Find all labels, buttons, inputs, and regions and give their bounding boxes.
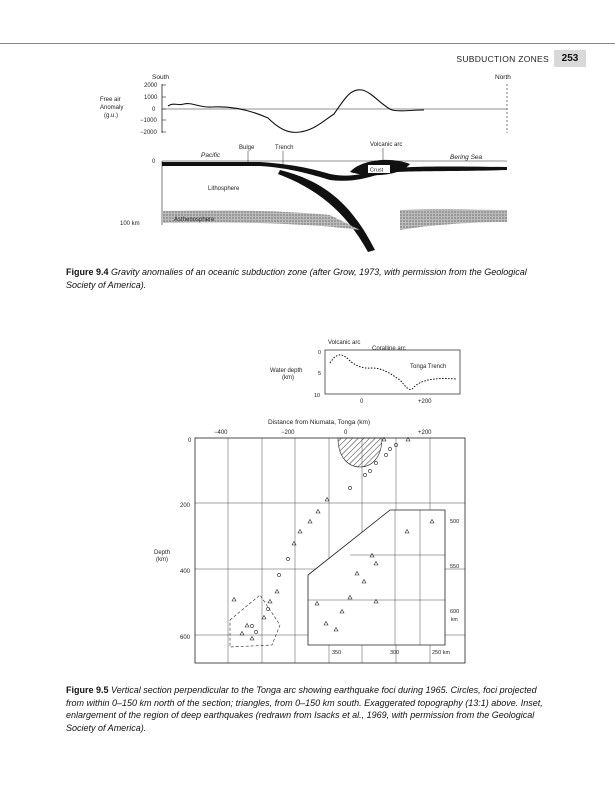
caption-label-9-4: Figure 9.4 [66,267,109,277]
label-tonga-trench: Tonga Trench [410,364,447,370]
label-pacific: Pacific [201,152,221,159]
figure-9-4 [100,70,520,255]
depth-zero: 0 [152,159,156,165]
label-volcanic-arc-2: Volcanic arc [328,340,361,346]
inset-x-tick-200: +200 [418,399,432,405]
hatched-arc-region [338,438,382,467]
label-water-depth: Water depth [270,368,303,374]
label-volcanic-arc: Volcanic arc [370,142,403,148]
axis-title-anomaly: Anomaly [100,105,124,111]
wd-tick-5: 5 [318,371,322,377]
label-trench: Trench [275,145,294,151]
deep-y-unit: km [451,617,458,623]
tick-1000: 1000 [144,95,158,101]
label-depth-km: (km) [156,557,168,563]
figure-9-4-drawing [100,70,520,255]
tick-0: 0 [152,107,156,113]
label-bulge: Bulge [239,145,255,151]
label-north: North [495,74,511,81]
label-south: South [152,74,169,81]
label-crust: Crust [370,167,384,174]
deep-x-tick-300: 300 [390,650,400,656]
figure-9-4-caption [66,266,556,291]
label-coralline-arc: Coralline arc [372,346,406,352]
axis-title-units: (g.u.) [104,113,119,119]
bathymetry-profile [330,355,456,390]
caption-label-9-5: Figure 9.5 [66,685,109,695]
depth-100: 100 km [120,221,140,227]
deep-x-tick-250: 250 km [432,650,451,656]
running-title: SUBDUCTION ZONES [456,54,549,64]
wd-tick-0: 0 [318,350,322,356]
figure-9-5-drawing [150,335,480,675]
y-tick-0: 0 [188,438,192,444]
x-tick-0: 0 [344,430,348,436]
header-rule [0,43,615,44]
distance-title: Distance from Niumata, Tonga (km) [268,419,371,426]
inset-x-tick-0: 0 [360,399,364,405]
x-tick-minus-400: −400 [214,430,228,436]
y-tick-600: 600 [180,635,191,641]
label-depth: Depth [154,550,171,556]
tick-2000: 2000 [144,83,158,89]
page-number: 253 [554,50,586,67]
axis-title-free-air: Free air [100,97,121,103]
x-tick-200: +200 [418,430,432,436]
caption-text-9-5: Vertical section perpendicular to the Tonga arc showing earthquake foci during 1965. Circles, foci projected from within 0–150 km north of the section; triangles, from 0–150 km south. Exaggerated topography (13:1) above. Inset, enlargement of the region of deep earthquakes (redrawn from Isacks et al., 1969, with permission from the Geological Society of America). [66,685,543,733]
figure-9-5 [150,335,480,675]
label-lithosphere: Lithosphere [208,186,240,192]
deep-y-tick-600: 600 [450,609,460,615]
y-tick-400: 400 [180,569,191,575]
page-header [0,24,615,64]
wd-tick-10: 10 [314,393,321,399]
caption-text-9-4: Gravity anomalies of an oceanic subduction zone (after Grow, 1973, with permission from the Geological Society of America). [66,267,527,290]
deep-x-tick-350: 350 [332,650,342,656]
label-asthenosphere: Asthenosphere [174,217,215,223]
tick-minus-1000: −1000 [140,118,157,124]
y-tick-200: 200 [180,503,191,509]
gravity-curve [168,90,424,133]
x-tick-minus-200: −200 [281,430,295,436]
figure-9-5-caption [66,684,556,734]
label-water-depth-km: (km) [282,375,294,381]
label-bering-sea: Bering Sea [450,154,483,161]
deep-y-tick-550: 550 [450,564,460,570]
tick-minus-2000: −2000 [140,130,157,136]
deep-y-tick-500: 500 [450,519,460,525]
